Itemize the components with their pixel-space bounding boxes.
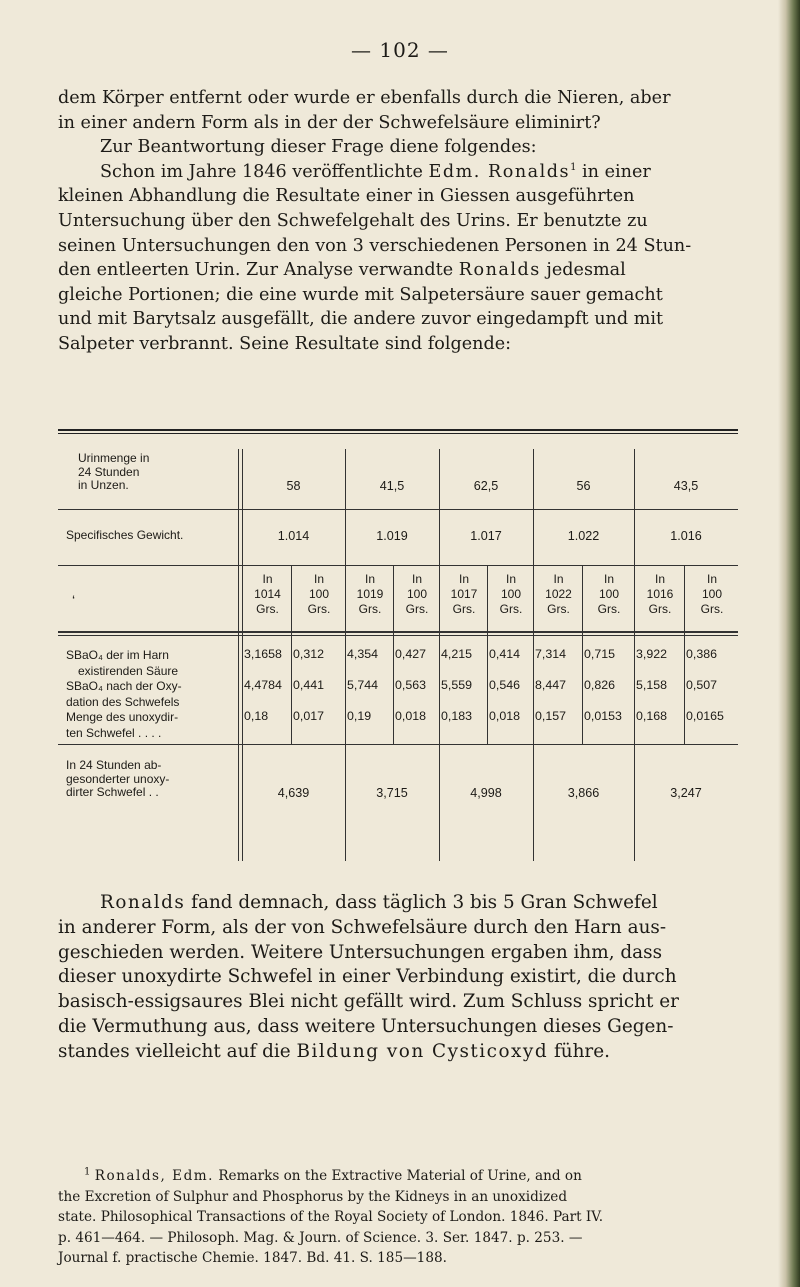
table-cell: 5,158 <box>636 678 668 692</box>
text-line: dieser unoxydirte Schwefel in einer Verbindung existirt, die durch <box>58 966 677 988</box>
subheader-cell: In 100 Grs. <box>307 572 331 616</box>
table-cell: 1.019 <box>376 529 408 543</box>
emphasis: Bildung von Cysticoxyd <box>296 1040 549 1062</box>
table-cell: 0,414 <box>489 647 521 661</box>
table-cell: 0,715 <box>584 647 616 661</box>
table-cell: 1.022 <box>567 529 600 543</box>
table-cell: 1.016 <box>670 529 702 543</box>
table-cell: 3,1658 <box>244 647 282 661</box>
subheader-cell: In 1022 Grs. <box>545 572 572 616</box>
row-divider <box>58 565 738 566</box>
text-line: Salpeter verbrannt. Seine Resultate sind folgende: <box>58 333 512 354</box>
footnote-ref: 1 <box>570 161 577 173</box>
text-line: geschieden werden. Weitere Untersuchungen ergaben ihm, dass <box>58 941 663 963</box>
text-line: in anderer Form, als der von Schwefelsäure durch den Harn aus- <box>58 916 667 938</box>
table-cell: 0,0165 <box>686 709 724 723</box>
footnote-mark: 1 <box>84 1166 91 1178</box>
results-table <box>58 429 738 861</box>
text-line: Zur Beantwortung dieser Frage diene folgendes: <box>100 137 537 158</box>
row-divider <box>58 744 738 745</box>
subheader-cell: In 100 Grs. <box>499 572 523 616</box>
table-cell: 0,546 <box>489 678 521 692</box>
table-cell: 3,922 <box>636 647 668 661</box>
table-cell: 4,354 <box>347 647 379 661</box>
table-cell: 43,5 <box>673 479 699 493</box>
text-line: Untersuchung über den Schwefelgehalt des Urins. Er benutzte zu <box>58 210 648 231</box>
text-line: the Excretion of Sulphur and Phosphorus by the Kidneys in an unoxidized <box>58 1188 568 1205</box>
table-cell: 0,19 <box>347 709 372 723</box>
row-divider <box>58 635 738 636</box>
text-line: p. 461—464. — Philosoph. Mag. & Journ. of Science. 3. Ser. 1847. p. 253. — <box>58 1229 583 1246</box>
text-line: kleinen Abhandlung die Resultate einer in Giessen ausgeführten <box>58 186 635 207</box>
table-cell: 0,018 <box>489 709 521 723</box>
text-line: basisch-essigsaures Blei nicht gefällt wird. Zum Schluss spricht er <box>58 991 679 1013</box>
table-cell: 1.017 <box>470 529 502 543</box>
row-label-unoxidized-sulphur: In 24 Stunden ab- gesonderter unoxy- dirter Schwefel . . <box>66 758 170 799</box>
subcolumn-divider <box>684 565 685 744</box>
text-line: Ronalds fand demnach, dass täglich 3 bis 5 Gran Schwefel <box>100 892 658 913</box>
table-cell: 0,386 <box>686 647 718 661</box>
text-line: seinen Untersuchungen den von 3 verschiedenen Personen in 24 Stun- <box>58 235 692 256</box>
table-cell: 5,744 <box>347 678 379 692</box>
author-name: Ronalds <box>458 260 541 281</box>
subheader-cell: In 100 Grs. <box>405 572 429 616</box>
author-name: Ronalds, Edm. <box>94 1168 214 1184</box>
table-cell: 3,715 <box>376 786 408 800</box>
row-label-urinmenge: Urinmenge in 24 Stunden in Unzen. <box>78 451 150 492</box>
table-top-rule <box>58 429 738 431</box>
table-cell: 0,312 <box>293 647 325 661</box>
table-cell: 62,5 <box>473 479 499 493</box>
text-line: und mit Barytsalz ausgefällt, die andere zuvor eingedampft und mit <box>58 309 664 330</box>
text-line: den entleerten Urin. Zur Analyse verwandte Ronalds jedesmal <box>58 260 626 281</box>
table-cell: 0,563 <box>395 678 427 692</box>
table-cell: 58 <box>286 479 301 493</box>
text-line: state. Philosophical Transactions of the Royal Society of London. 1846. Part IV. <box>58 1209 604 1225</box>
text-line: Schon im Jahre 1846 veröffentlichte Edm. Ronalds$^1$ in einer <box>100 161 651 182</box>
table-cell: 5,559 <box>441 678 473 692</box>
table-cell: 0,427 <box>395 647 427 661</box>
subheader-cell: In 100 Grs. <box>700 572 724 616</box>
table-cell: 0,0153 <box>584 709 622 723</box>
text-line: Journal f. practische Chemie. 1847. Bd. 41. S. 185—188. <box>58 1250 447 1266</box>
author-name: Edm. Ronalds <box>428 161 571 182</box>
text-line: die Vermuthung aus, dass weitere Untersuchungen dieses Gegen- <box>58 1015 674 1037</box>
table-cell: 0,826 <box>584 678 616 692</box>
row-divider <box>58 509 738 510</box>
table-top-rule <box>58 433 738 434</box>
table-cell: 7,314 <box>535 647 567 661</box>
table-cell: 4,215 <box>441 647 473 661</box>
table-cell: 41,5 <box>379 479 405 493</box>
page-number: — 102 — <box>351 38 449 62</box>
subheader-cell: In 1016 Grs. <box>646 572 674 616</box>
subheader-cell: In 1019 Grs. <box>356 572 384 616</box>
row-divider <box>58 631 738 633</box>
table-cell: 0,507 <box>686 678 718 692</box>
text-line: gleiche Portionen; die eine wurde mit Salpetersäure sauer gemacht <box>58 284 663 305</box>
table-cell: 4,639 <box>277 786 310 800</box>
table-cell: 0,017 <box>293 709 325 723</box>
author-name: Ronalds <box>100 892 186 913</box>
stray-mark: ‘ <box>72 592 76 608</box>
table-cell: 0,168 <box>636 709 668 723</box>
subcolumn-divider <box>291 565 292 744</box>
text-line: standes vielleicht auf die Bildung von Cysticoxyd führe. <box>58 1040 610 1062</box>
table-cell: 0,157 <box>535 709 567 723</box>
table-cell: 3,866 <box>567 786 600 800</box>
table-cell: 56 <box>576 479 591 493</box>
page-edge-shadow <box>778 0 800 1287</box>
paragraph-conclusion <box>58 891 738 1065</box>
subheader-cell: In 1017 Grs. <box>450 572 478 616</box>
table-cell: 0,18 <box>244 709 269 723</box>
subheader-cell: In 100 Grs. <box>597 572 621 616</box>
text-line: in einer andern Form als in der der Schwefelsäure eliminirt? <box>58 112 601 133</box>
subheader-cell: In 1014 Grs. <box>254 572 281 616</box>
row-label-specific-gravity: Specifisches Gewicht. <box>66 528 184 542</box>
column-divider <box>238 449 239 861</box>
text-line: dem Körper entfernt oder wurde er ebenfalls durch die Nieren, aber <box>58 88 671 108</box>
subcolumn-divider <box>582 565 583 744</box>
subcolumn-divider <box>487 565 488 744</box>
table-cell: 1.014 <box>277 529 310 543</box>
row-label-sbao4: SBaO₄ der im Harn existirenden Säure SBaO₄ nach der Oxy- dation des Schwefels Menge des unoxydir- ten Schwefel . . . . <box>66 648 182 740</box>
table-cell: 4,4784 <box>244 678 282 692</box>
table-cell: 0,441 <box>293 678 325 692</box>
paragraph-intro <box>58 86 738 357</box>
subcolumn-divider <box>393 565 394 744</box>
text-line: $^1$ Ronalds, Edm. Remarks on the Extractive Material of Urine, and on <box>84 1166 582 1184</box>
table-cell: 8,447 <box>535 678 567 692</box>
table-cell: 3,247 <box>670 786 702 800</box>
footnote <box>58 1166 740 1269</box>
table-cell: 4,998 <box>470 786 502 800</box>
table-cell: 0,018 <box>395 709 427 723</box>
table-cell: 0,183 <box>441 709 473 723</box>
